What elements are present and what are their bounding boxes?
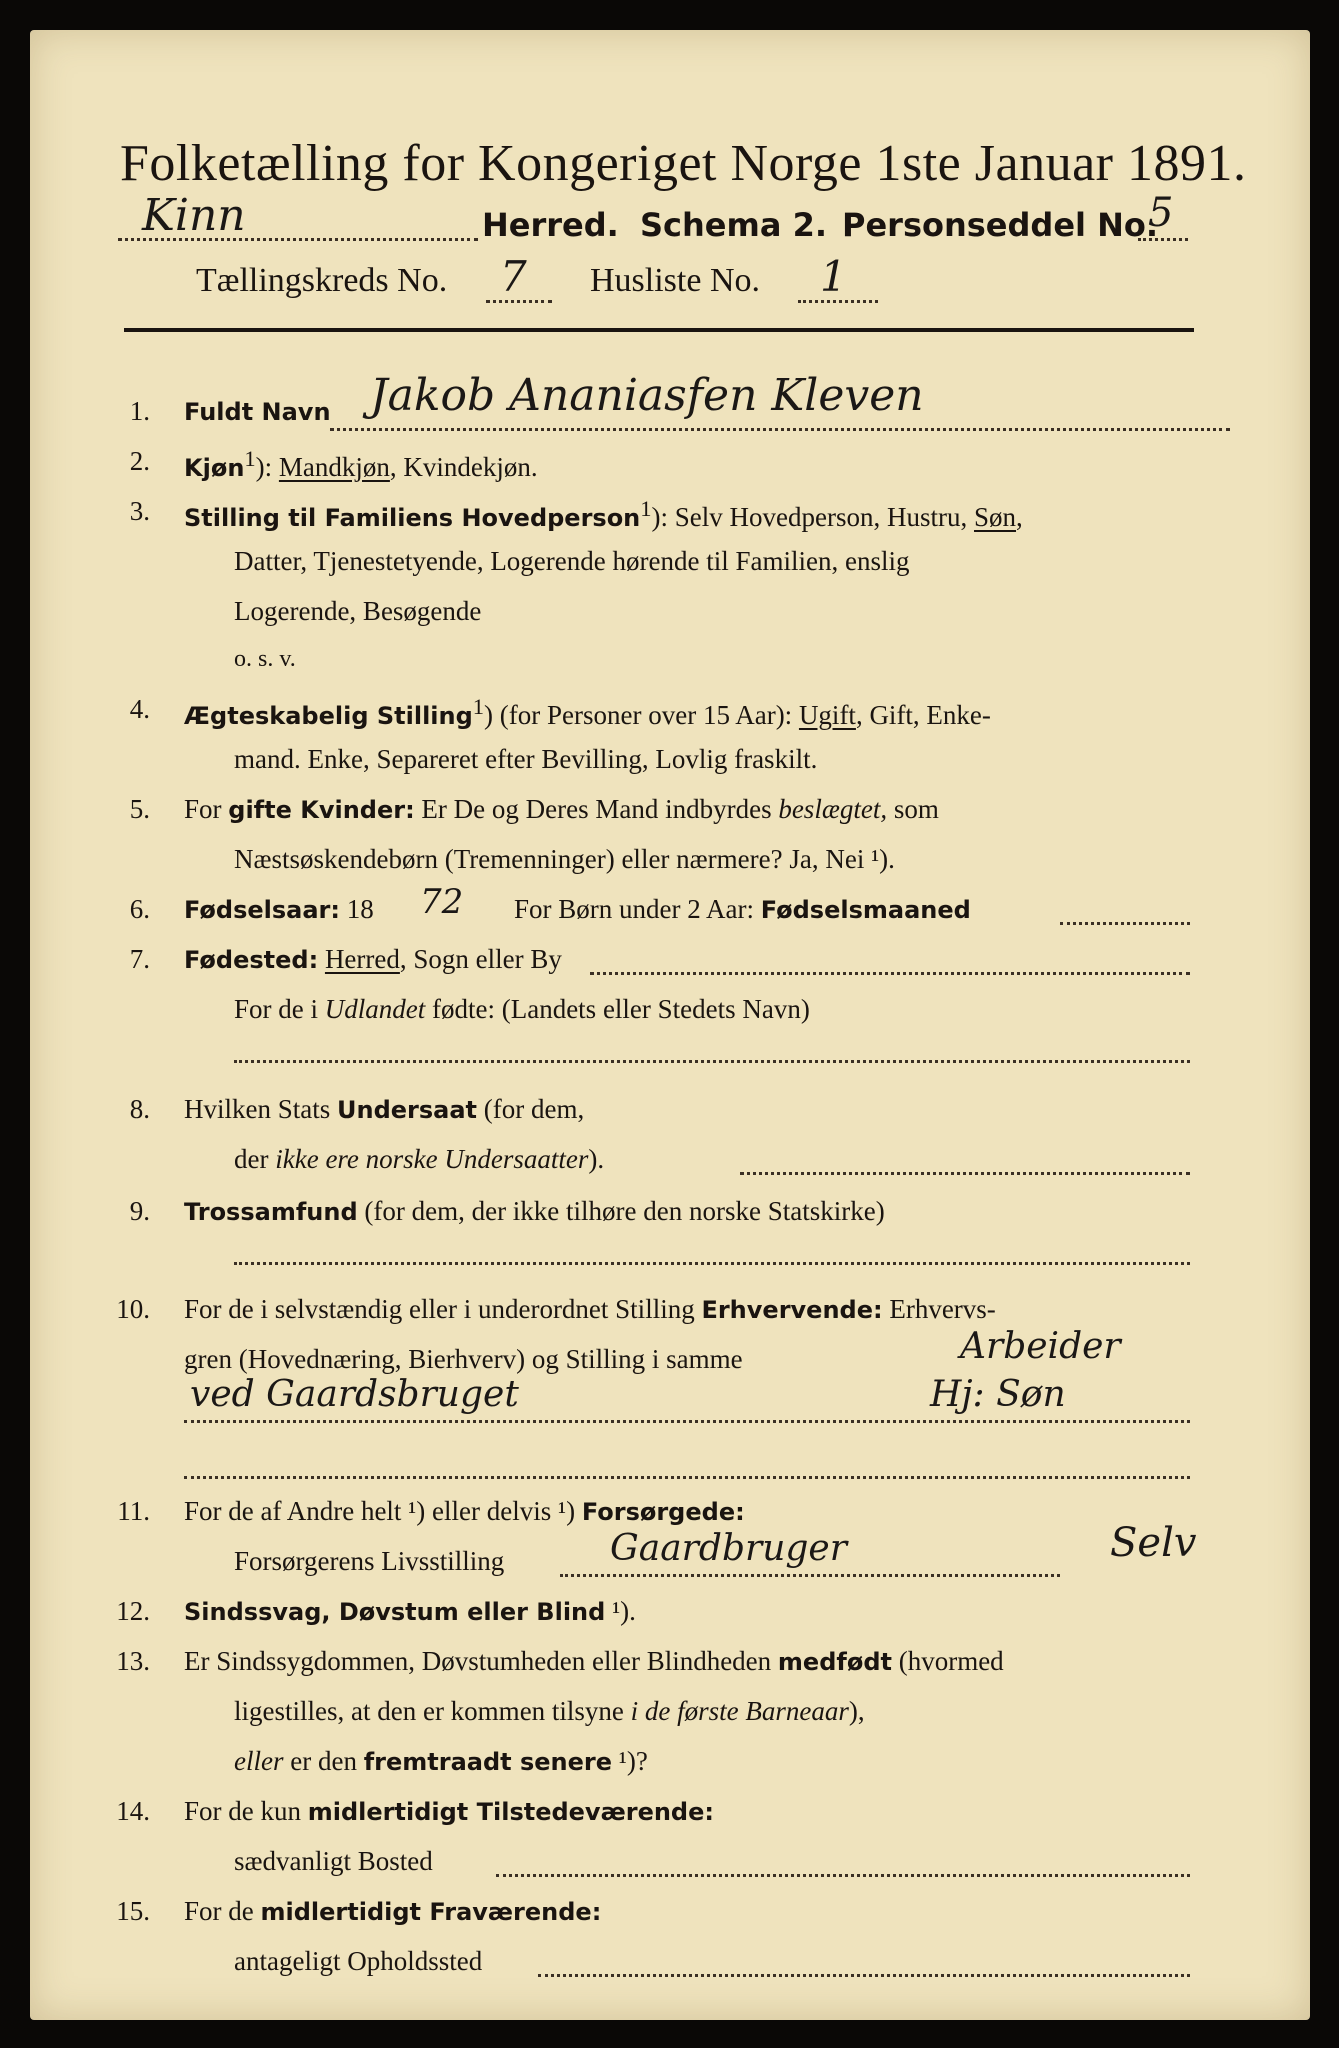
- item-1-dotline: [330, 428, 1230, 431]
- item-14-number: 14.: [116, 1796, 150, 1826]
- item-14-dotline: [496, 1874, 1190, 1877]
- item-11-provider: Gaardbruger: [610, 1528, 847, 1569]
- item-8-line: Hvilken Stats Undersaat (for dem,: [184, 1094, 585, 1124]
- item-5-line: For gifte Kvinder: Er De og Deres Mand indbyrdes beslægtet, som: [184, 794, 939, 824]
- item-14-line2: sædvanligt Bosted: [234, 1846, 433, 1876]
- item-15-line: For de midlertidigt Fraværende:: [184, 1896, 602, 1926]
- item-10-dotline: [184, 1420, 1190, 1423]
- form-title: Folketælling for Kongeriget Norge 1ste Januar 1891.: [120, 135, 1247, 192]
- item-4-line2: mand. Enke, Separeret efter Bevilling, Lovlig fraskilt.: [234, 744, 818, 774]
- item-5-line2: Næstsøskendebørn (Tremenninger) eller nærmere? Ja, Nei ¹).: [234, 844, 895, 874]
- item-10-line2: gren (Hovednæring, Bierhverv) og Stilling i samme: [184, 1344, 743, 1374]
- item-10-number: 10.: [116, 1294, 150, 1324]
- personseddel-dotline: [1138, 238, 1188, 241]
- item-3-line4: o. s. v.: [234, 646, 296, 672]
- item-3-number: 3.: [129, 496, 150, 526]
- kreds-label: Tællingskreds No.: [196, 262, 448, 299]
- item-6-dotline: [1060, 922, 1190, 925]
- item-5-number: 5.: [129, 794, 150, 824]
- item-13-line2: ligestilles, at den er kommen tilsyne i de første Barneaar),: [234, 1696, 865, 1726]
- item-7-line: Fødested: Herred, Sogn eller By: [184, 944, 562, 974]
- item-2-line: Kjøn$^1$): Mandkjøn, Kvindekjøn.: [184, 446, 538, 482]
- item-10-line: For de i selvstændig eller i underordnet Stilling Erhvervende: Erhvervs-: [184, 1294, 996, 1324]
- kreds-value: 7: [500, 252, 527, 301]
- item-7-number: 7.: [129, 944, 150, 974]
- item-1-fullname: Jakob Ananiasfen Kleven: [370, 370, 924, 421]
- item-9-dotline: [234, 1262, 1190, 1265]
- item-11-number: 11.: [117, 1496, 150, 1526]
- item-10-occupation-3: Hj: Søn: [930, 1374, 1066, 1415]
- item-8-dotline: [740, 1172, 1190, 1175]
- item-1-label: Fuldt Navn: [184, 398, 331, 426]
- item-7-line2: For de i Udlandet fødte: (Landets eller Stedets Navn): [234, 994, 810, 1024]
- item-12-line: Sindssvag, Døvstum eller Blind ¹).: [184, 1596, 636, 1626]
- item-14-line: For de kun midlertidigt Tilstedeværende:: [184, 1796, 714, 1826]
- item-6-line: Fødselsaar: 18: [184, 894, 374, 924]
- husliste-label: Husliste No.: [590, 262, 760, 299]
- item-11-line2: Forsørgerens Livsstilling: [234, 1546, 505, 1576]
- item-11-dotline: [560, 1574, 1060, 1577]
- item-10-occupation-2: ved Gaardsbruget: [190, 1374, 519, 1415]
- item-8-number: 8.: [129, 1094, 150, 1124]
- herred-label: Herred.: [482, 206, 619, 244]
- item-12-number: 12.: [116, 1596, 150, 1626]
- item-11-provider-2: Selv: [1110, 1520, 1197, 1566]
- herred-value: Kinn: [142, 190, 246, 241]
- item-6-birthyear: 72: [420, 882, 464, 922]
- item-7-dotline2: [234, 1060, 1190, 1063]
- item-3-line3: Logerende, Besøgende: [234, 596, 482, 626]
- item-8-line2: der ikke ere norske Undersaatter).: [234, 1144, 605, 1174]
- item-9-line: Trossamfund (for dem, der ikke tilhøre den norske Statskirke): [184, 1196, 885, 1226]
- item-2-number: 2.: [129, 446, 150, 476]
- item-6-line-b: For Børn under 2 Aar: Fødselsmaaned: [514, 894, 971, 924]
- item-4-line: Ægteskabelig Stilling$^1$) (for Personer over 15 Aar): Ugift, Gift, Enke-: [184, 694, 991, 730]
- item-10-dotline2: [184, 1476, 1190, 1479]
- personseddel-value: 5: [1148, 190, 1174, 236]
- item-3-line: Stilling til Familiens Hovedperson$^1$): Selv Hovedperson, Hustru, Søn,: [184, 496, 1023, 532]
- item-11-line: For de af Andre helt ¹) eller delvis ¹) Forsørgede:: [184, 1496, 745, 1526]
- item-1-number: 1.: [129, 396, 150, 426]
- husliste-value: 1: [820, 252, 847, 301]
- item-15-line2: antageligt Opholdssted: [234, 1946, 483, 1976]
- item-9-number: 9.: [129, 1196, 150, 1226]
- item-10-occupation-1: Arbeider: [960, 1326, 1121, 1367]
- item-7-dotline: [590, 972, 1190, 975]
- schema-label: Schema 2.: [640, 206, 827, 244]
- item-3-line2: Datter, Tjenestetyende, Logerende hørende til Familien, enslig: [234, 546, 910, 576]
- header-rule: [124, 328, 1194, 332]
- item-13-line3: eller er den fremtraadt senere ¹)?: [234, 1746, 648, 1776]
- census-form: [30, 30, 1310, 2020]
- item-15-dotline: [538, 1974, 1190, 1977]
- item-13-number: 13.: [116, 1646, 150, 1676]
- item-6-number: 6.: [129, 894, 150, 924]
- item-15-number: 15.: [116, 1896, 150, 1926]
- item-4-number: 4.: [129, 694, 150, 724]
- personseddel-label: Personseddel No.: [842, 206, 1159, 244]
- item-13-line: Er Sindssygdommen, Døvstumheden eller Blindheden medfødt (hvormed: [184, 1646, 1004, 1676]
